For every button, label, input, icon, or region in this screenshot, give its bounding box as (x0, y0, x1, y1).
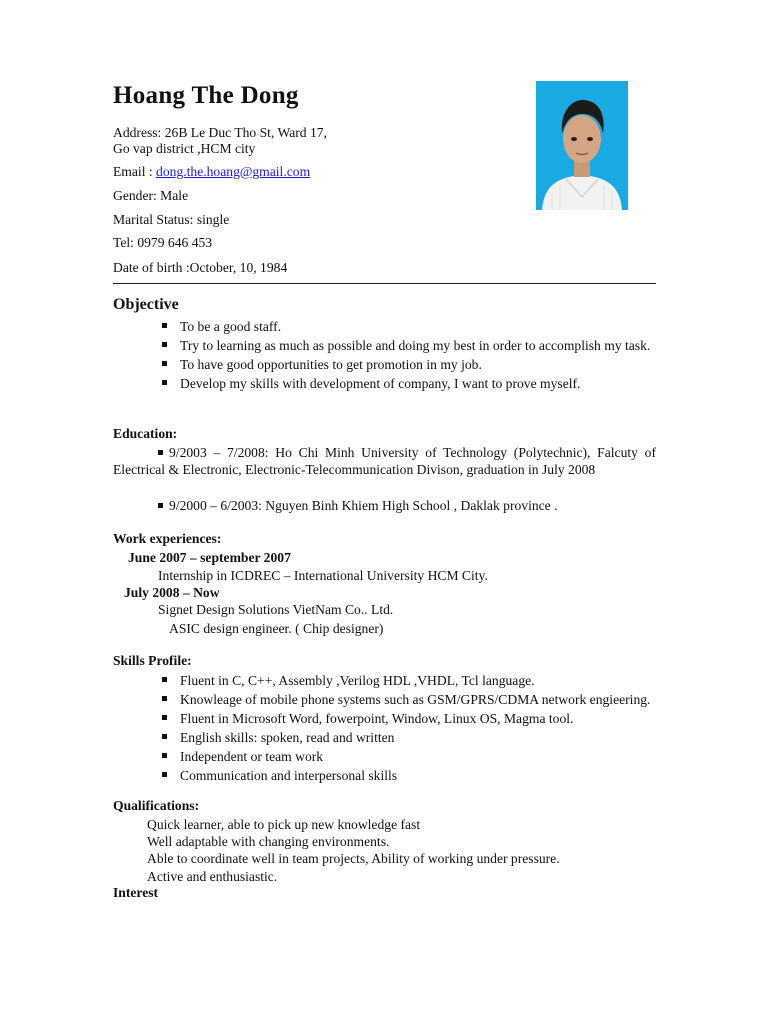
work-heading: Work experiences: (113, 531, 222, 546)
list-item: Knowleage of mobile phone systems such as GSM/GPRS/CDMA network engieering. (158, 691, 718, 708)
address-line-2: Go vap district ,HCM city (113, 141, 256, 156)
list-item: Fluent in Microsoft Word, fowerpoint, Window, Linux OS, Magma tool. (158, 710, 718, 727)
date-of-birth: Date of birth :October, 10, 1984 (113, 260, 288, 275)
objective-heading: Objective (113, 296, 179, 313)
education-text: 9/2000 – 6/2003: Nguyen Binh Khiem High School , Daklak province . (169, 498, 558, 513)
objective-list (158, 318, 653, 394)
list-item: Fluent in C, C++, Assembly ,Verilog HDL ,VHDL, Tcl language. (158, 672, 718, 689)
education-heading: Education: (113, 426, 178, 441)
marital-status: Marital Status: single (113, 212, 230, 227)
interest-heading: Interest (113, 885, 159, 900)
bullet-icon (158, 503, 163, 508)
job-period: July 2008 – Now (124, 585, 220, 600)
email-row (113, 164, 310, 180)
education-text: 9/2003 – 7/2008: Ho Chi Minh University of Technology (Polytechnic), Falcuty of Electrical & Electronic, Electronic-Telecommunication Divison, graduation in July 2008 (113, 445, 656, 477)
job-period: June 2007 – september 2007 (128, 550, 291, 565)
list-item: Develop my skills with development of company, I want to prove myself. (158, 375, 653, 392)
portrait-illustration (536, 81, 628, 210)
header-divider (113, 283, 656, 284)
skills-heading: Skills Profile: (113, 653, 192, 668)
education-item (113, 444, 656, 478)
qualification-item: Quick learner, able to pick up new knowledge fast (147, 817, 421, 832)
list-item: To be a good staff. (158, 318, 653, 335)
list-item: Independent or team work (158, 748, 718, 765)
email-label: Email : (113, 164, 157, 179)
profile-photo (536, 81, 628, 210)
list-item: Try to learning as much as possible and doing my best in order to accomplish my task. (158, 337, 653, 354)
qualifications-heading: Qualifications: (113, 798, 200, 813)
job-detail: ASIC design engineer. ( Chip designer) (169, 621, 384, 636)
qualification-item: Well adaptable with changing environments. (147, 834, 390, 849)
list-item: To have good opportunities to get promotion in my job. (158, 356, 653, 373)
gender: Gender: Male (113, 188, 189, 203)
education-item (113, 497, 656, 514)
telephone: Tel: 0979 646 453 (113, 235, 213, 250)
email-link[interactable]: dong.the.hoang@gmail.com (156, 164, 311, 179)
job-detail: Signet Design Solutions VietNam Co.. Ltd. (158, 602, 394, 617)
qualification-item: Active and enthusiastic. (147, 869, 278, 884)
list-item: English skills: spoken, read and written (158, 729, 718, 746)
job-detail: Internship in ICDREC – International University HCM City. (158, 568, 488, 583)
candidate-name: Hoang The Dong (113, 82, 299, 109)
list-item: Communication and interpersonal skills (158, 767, 718, 784)
bullet-icon (158, 450, 163, 455)
address-line-1: Address: 26B Le Duc Tho St, Ward 17, (113, 125, 327, 140)
skills-list (158, 672, 718, 786)
qualification-item: Able to coordinate well in team projects, Ability of working under pressure. (147, 851, 560, 866)
